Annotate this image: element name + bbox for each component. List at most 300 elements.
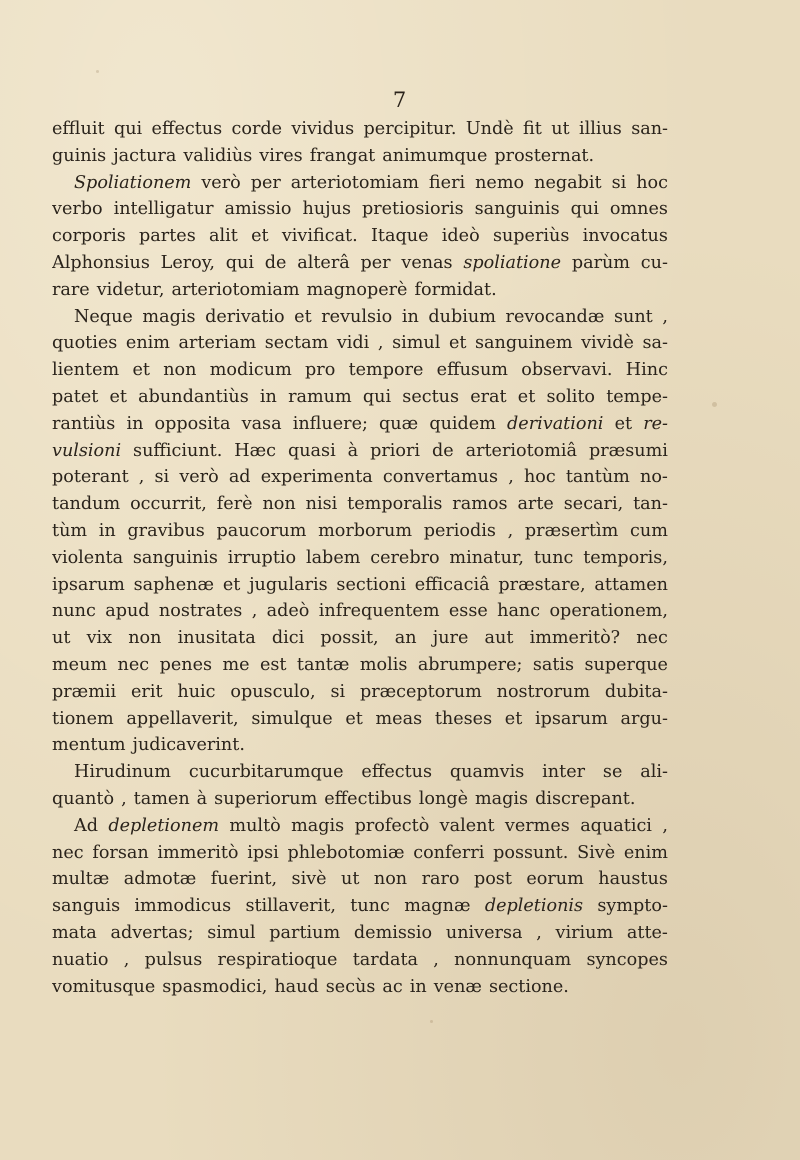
word: , [507,520,514,541]
word: syncopes [586,949,668,970]
word: valent [439,815,495,836]
word: eorum [526,869,584,890]
word: de [264,252,287,273]
word: enim [125,333,170,354]
word: simulque [251,708,333,729]
word: re- [643,413,668,434]
word: vermes [504,815,570,836]
word: spasmodici, [162,976,268,997]
word: patet [52,386,99,407]
word: stillaverit, [245,896,336,917]
word: vix [86,628,113,649]
word: haud [274,976,319,997]
word: observavi. [521,360,613,381]
text-line [52,866,668,893]
word: arteriotomiam [290,172,419,193]
word: , [377,333,384,354]
word: Hirudinum [74,762,171,783]
word: pretiosioris [361,199,464,220]
word: admotæ [123,869,197,890]
word: esse [448,601,488,622]
text-line [52,518,668,545]
word: sufficiunt. [133,440,223,461]
word: phlebotomiæ [287,842,405,863]
word: pro [305,360,336,381]
word: , [138,467,145,488]
word: vires [259,145,303,166]
word: de [431,440,454,461]
word: qui [113,119,143,139]
word: tantæ [296,654,350,675]
word: præceptorum [359,681,482,702]
word: quæ [379,413,419,434]
word: rare [52,279,90,300]
word: ac [382,976,403,997]
word: partium [269,922,341,943]
word: respiratioque [217,949,338,970]
word: nunc [52,601,96,622]
word: effectus [361,762,433,783]
word: meum [52,654,108,675]
word: quidem [429,413,496,434]
word: priori [370,440,421,461]
word: influere; [292,413,368,434]
word: opposita [154,413,231,434]
word: magis [475,788,529,809]
word: raro [421,869,460,890]
word: sanguis [52,896,121,917]
word: Itaque [370,226,429,247]
word: verbo [52,199,103,220]
text-line [52,357,668,384]
word: venæ [433,976,482,997]
word: nec [117,654,150,675]
word: percipitur. [363,119,457,139]
word: morborum [318,520,413,541]
word: vomitusque [52,976,156,997]
text-line [52,545,668,572]
word: dubium [428,306,496,327]
word: effluit [52,119,105,139]
word: sunt [613,306,653,327]
word: revocandæ [505,306,605,327]
word: efficaciâ [414,574,490,595]
word: sanguinis [474,199,560,220]
word: meas [375,708,423,729]
word: , [662,815,668,836]
word: demissio [353,922,433,943]
word: labem [305,547,361,568]
text-line [52,732,668,759]
word: Leroy, [160,252,215,273]
word: minatur, [449,547,525,568]
word: jugularis [249,574,328,595]
word: nec [52,842,84,863]
word: vivificat. [281,226,358,247]
text-line [52,438,668,465]
word: depletionis [484,896,584,917]
text-line [52,625,668,652]
word: superiorum [214,788,318,809]
word: nemo [475,172,525,193]
text-line [52,920,668,947]
word: præsertìm [524,520,619,541]
word: verò [201,172,241,193]
word: omnes [609,199,668,220]
word: solito [546,386,596,407]
text-line [52,223,668,250]
word: abrumpere; [417,654,523,675]
word: tantùm [565,467,630,488]
word: frangat [309,145,376,166]
text-line [52,330,668,357]
word: tùm [52,520,88,541]
word: , [121,788,127,809]
paper-stain [430,1020,433,1023]
word: arteriotomiam [171,279,300,300]
word: ipsarum [52,574,125,595]
word: magnæ [404,896,471,917]
word: in [98,520,116,541]
word: aquatici [580,815,652,836]
word: superque [584,654,668,675]
word: sa- [642,333,668,354]
word: paucorum [216,520,307,541]
word: arte [517,494,554,515]
text-line [52,840,668,867]
word: vividè [581,333,634,354]
text-line [52,652,668,679]
word: immeritò? [529,628,621,649]
word: vidi [336,333,370,354]
word: sanguinem [475,333,573,354]
word: appellaverit, [126,708,239,729]
word: ad [228,467,251,488]
word: simul [207,922,256,943]
word: lientem [52,360,120,381]
word: alit [209,226,238,247]
word: cu- [640,252,668,273]
body-text [52,116,668,1000]
word: et [251,226,269,247]
word: profectò [354,815,430,836]
word: effectus [151,119,223,139]
word: se [602,762,623,783]
word: abundantiùs [138,386,249,407]
word: magis [142,306,196,327]
word: arteriam [178,333,257,354]
word: ferè [216,494,253,515]
word: conferri [413,842,485,863]
word: irruptio [227,547,297,568]
word: et [132,360,150,381]
word: guinis [52,145,107,166]
text-line [52,706,668,733]
word: jactura [113,145,177,166]
word: operationem, [549,601,668,622]
word: corde [231,119,283,139]
word: ipsi [247,842,279,863]
word: magis [291,815,345,836]
word: nostrates [158,601,243,622]
word: opusculo, [230,681,316,702]
word: spoliatione [463,252,562,273]
word: sectam [264,333,329,354]
word: illius [578,119,622,139]
word: à [196,788,208,809]
word: sympto- [597,896,668,917]
word: hanc [497,601,541,622]
word: sectus [402,386,460,407]
word: tandum [52,494,121,515]
word: partes [139,226,196,247]
word: possit, [320,628,379,649]
word: virium [555,922,614,943]
word: et [517,386,536,407]
word: non [163,360,197,381]
word: corporis [52,226,126,247]
word: no- [639,467,668,488]
word: et [345,708,363,729]
word: effectibus [324,788,412,809]
word: , [508,467,514,488]
word: hoc [523,467,556,488]
word: depletionem [108,815,220,836]
word: si [611,172,627,193]
word: atte- [626,922,668,943]
word: satis [532,654,575,675]
word: violenta [52,547,124,568]
word: Ad [74,815,98,836]
text-line [52,947,668,974]
word: Hinc [625,360,668,381]
word: , [662,306,668,327]
word: præsumi [589,440,668,461]
word: ut [52,628,71,649]
word: et [448,333,467,354]
word: formidat. [414,279,497,300]
word: poterant [52,467,129,488]
word: præstare, [498,574,586,595]
text-line [52,170,668,197]
word: modicum [209,360,292,381]
word: saphenæ [133,574,215,595]
word: tempore [348,360,424,381]
word: convertamus [382,467,499,488]
word: mata [52,922,97,943]
text-line [52,143,668,170]
word: multæ [52,869,110,890]
word: aut [484,628,514,649]
word: Alphonsius [52,252,150,273]
text-line [52,277,668,304]
word: jure [432,628,469,649]
word: ramum [288,386,352,407]
word: adeò [266,601,310,622]
word: , [251,601,258,622]
word: et [294,306,312,327]
word: animumque [382,145,488,166]
word: dubita- [604,681,668,702]
word: prosternat. [494,145,595,166]
word: nec [636,628,668,649]
word: immeritò [157,842,239,863]
word: arteriotomiâ [465,440,578,461]
word: nostrorum [496,681,591,702]
word: videtur, [96,279,165,300]
word: an [394,628,417,649]
word: molis [359,654,408,675]
word: magnoperè [306,279,408,300]
word: si [330,681,346,702]
word: quoties [52,333,118,354]
word: et [222,574,241,595]
word: occurrit, [130,494,207,515]
word: est [259,654,287,675]
word: temporis, [583,547,668,568]
word: verò [179,467,219,488]
word: sanguinis [132,547,218,568]
word: me [222,654,250,675]
text-line [52,786,668,813]
word: judicaverint. [132,735,245,756]
word: universa [445,922,523,943]
word: rantiùs [52,413,116,434]
word: non [373,869,408,890]
word: dici [271,628,305,649]
word: cucurbitarumque [188,762,344,783]
text-line [52,491,668,518]
word: fuerint, [210,869,278,890]
word: et [614,413,633,434]
word: advertas; [110,922,194,943]
text-line [52,893,668,920]
text-line [52,116,668,143]
word: per [250,172,281,193]
word: longè [418,788,468,809]
word: parùm [571,252,630,273]
word: mentum [52,735,126,756]
text-line [52,250,668,277]
word: erat [470,386,507,407]
word: theses [434,708,493,729]
word: experimenta [260,467,373,488]
word: post [473,869,512,890]
word: , [433,949,439,970]
word: , [123,949,130,970]
word: præmii [52,681,117,702]
text-line [52,411,668,438]
word: alterâ [297,252,350,273]
word: quamvis [449,762,525,783]
word: Sivè [577,842,616,863]
word: hoc [636,172,668,193]
word: Spoliationem [74,172,192,193]
word: enim [623,842,668,863]
word: tardata [352,949,418,970]
word: immodicus [134,896,232,917]
word: ali- [640,762,668,783]
word: tunc [533,547,574,568]
word: et [109,386,127,407]
word: vividus [291,119,355,139]
word: validiùs [183,145,253,166]
word: non [262,494,296,515]
word: inter [542,762,586,783]
word: attamen [594,574,668,595]
word: venas [401,252,453,273]
text-line [52,196,668,223]
word: ut [551,119,570,139]
word: fieri [428,172,466,193]
word: ideò [441,226,480,247]
word: pulsus [144,949,203,970]
word: nuatio [52,949,109,970]
word: temporalis [347,494,443,515]
word: Undè [465,119,514,139]
text-line [52,679,668,706]
text-line [52,813,668,840]
word: forsan [92,842,149,863]
word: haustus [598,869,668,890]
word: tunc [350,896,390,917]
text-line [52,304,668,331]
word: fit [523,119,542,139]
word: nisi [305,494,338,515]
word: san- [631,119,668,139]
paper-stain [712,402,717,407]
word: superiùs [492,226,570,247]
word: qui [362,386,392,407]
word: tempe- [606,386,668,407]
word: intelligatur [113,199,214,220]
word: huic [177,681,216,702]
word: infrequentem [318,601,440,622]
word: derivatio [205,306,285,327]
word: qui [225,252,254,273]
word: invocatus [582,226,668,247]
word: multò [229,815,281,836]
word: quasi [287,440,336,461]
word: in [409,976,427,997]
word: sivè [291,869,327,890]
paper-stain [96,70,99,73]
word: tan- [633,494,668,515]
word: hujus [302,199,351,220]
text-line [52,974,668,1001]
word: quantò [52,788,115,809]
word: Neque [74,306,133,327]
word: ipsarum [534,708,608,729]
word: vulsioni [52,440,122,461]
text-line [52,464,668,491]
word: argu- [620,708,668,729]
word: possunt. [493,842,569,863]
word: inusitata [177,628,256,649]
word: tionem [52,708,114,729]
word: non [128,628,162,649]
text-line [52,572,668,599]
word: effusum [436,360,508,381]
word: sectioni [336,574,406,595]
word: et [504,708,523,729]
word: discrepant. [535,788,636,809]
word: in [401,306,419,327]
word: secùs [325,976,376,997]
word: , [536,922,542,943]
word: tamen [133,788,190,809]
text-line [52,759,668,786]
